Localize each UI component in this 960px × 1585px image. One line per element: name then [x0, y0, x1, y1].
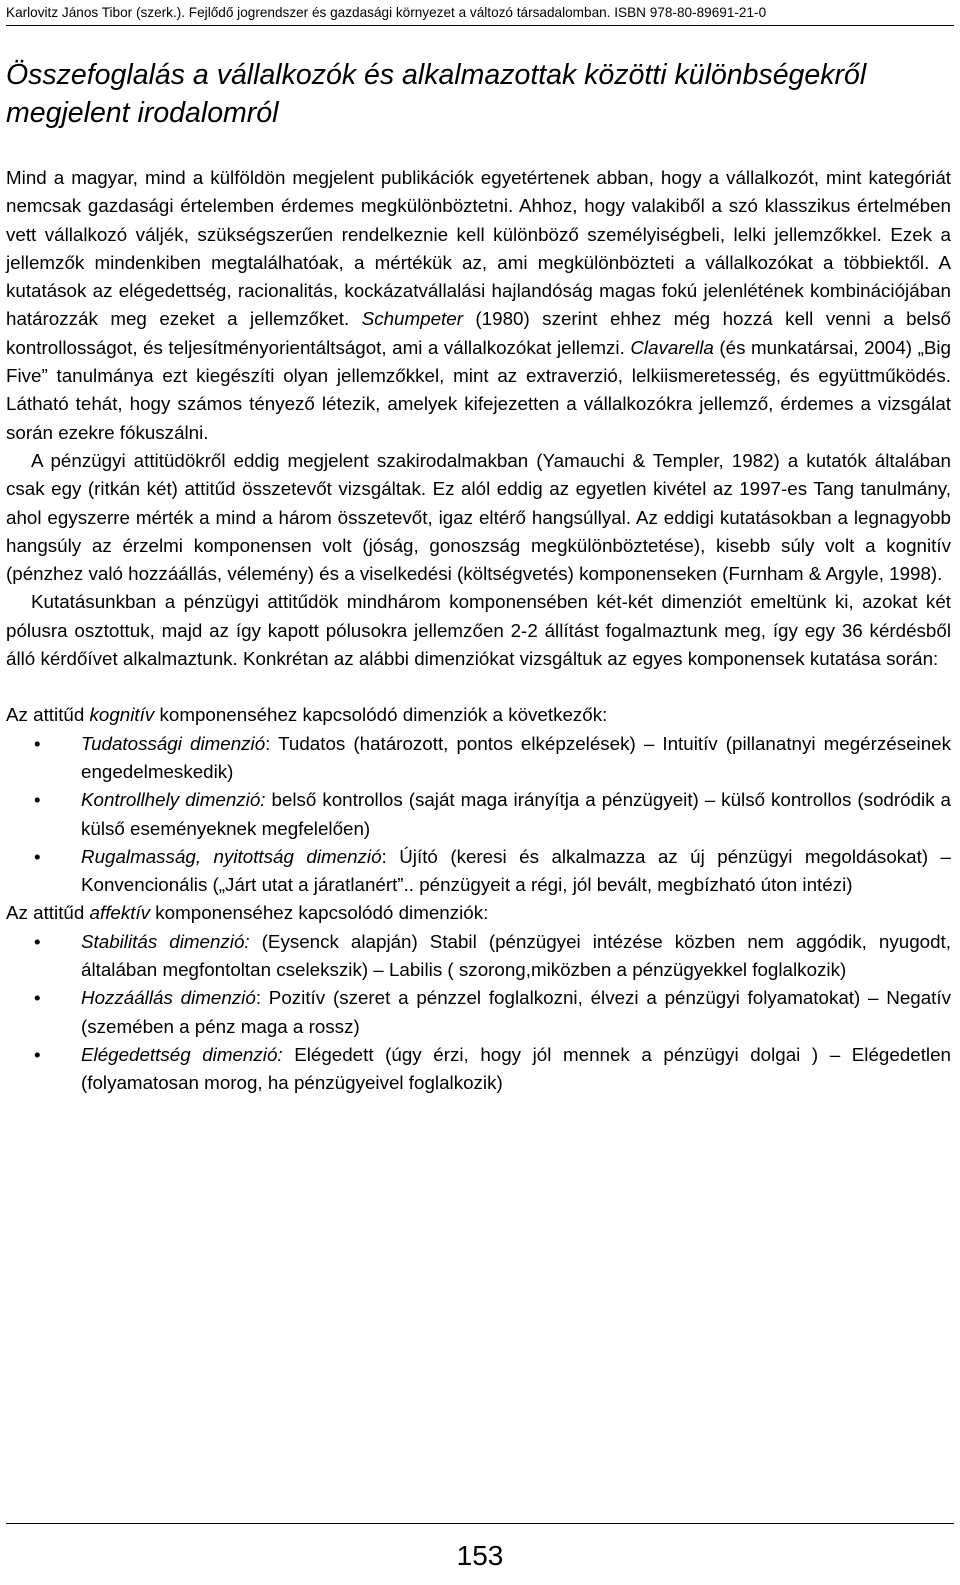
- dimension-text: belső kontrollos (saját maga irányítja a pénzügyeit) – külső kontrollos (sodródik a külső eseményeknek megfelelően): [81, 789, 952, 839]
- dimension-name: Elégedettség dimenzió:: [81, 1043, 283, 1065]
- cognitive-lead-post: komponenséhez kapcsolódó dimenziók a következők:: [154, 704, 608, 726]
- running-header: Karlovitz János Tibor (szerk.). Fejlődő jogrendszer és gazdasági környezet a változó társadalomban. ISBN 978-80-89691-21-0: [6, 5, 767, 20]
- paragraph-2: A pénzügyi attitüdökről eddig megjelent szakirodalmakban (Yamauchi & Templer, 1982) a kutatók általában csak egy (ritkán két) attitűd összetevőt vizsgáltak. Ez alól eddig az egyetlen kivétel az 1997-es Tang tanulmány, ahol egyszerre mérték a mind a három összetevőt, igaz eltérő hangsúllyal. Az eddigi kutatásokban a legnagyobb hangsúly az érzelmi komponensen volt (jóság, gonoszság megkülönböztetése), kisebb súly volt a kognitív (pénzhez való hozzáállás, vélemény) és a viselkedési (költségvetés) komponenseken (Furnham & Argyle, 1998).: [6, 449, 951, 585]
- dimension-text: Tudatos (határozott, pontos elképzelések) – Intuitív (pillanatnyi megérzéseinek engedelmeskedik): [81, 732, 951, 782]
- bullet-icon: •: [34, 845, 41, 867]
- paragraph-gap: [6, 673, 951, 701]
- author-schumpeter: Schumpeter: [361, 308, 463, 330]
- affective-dimension-list: [6, 928, 951, 1098]
- list-item: [6, 1041, 951, 1098]
- footer-rule: [6, 1523, 954, 1524]
- affective-lead-term: affektív: [89, 902, 151, 924]
- dimension-separator: :: [265, 732, 271, 754]
- dimension-name: Stabilitás dimenzió:: [81, 930, 250, 952]
- cognitive-lead-term: kognitív: [89, 704, 155, 726]
- section-title: Összefoglalás a vállalkozók és alkalmazottak közötti különbségekről megjelent irodalomról: [6, 59, 867, 129]
- cognitive-lead-pre: Az attitűd: [6, 704, 90, 726]
- bullet-icon: •: [34, 987, 41, 1009]
- page-number: 153: [456, 1540, 504, 1571]
- dimension-name: Rugalmasság, nyitottság dimenzió: [81, 845, 382, 867]
- dimension-text: Pozitív (szeret a pénzzel foglalkozni, élvezi a pénzügyi folyamatokat) – Negatív (szemében a pénz maga a rossz): [81, 987, 951, 1037]
- dimension-separator: :: [381, 845, 387, 867]
- affective-lead: [6, 899, 951, 927]
- cognitive-lead: [6, 701, 951, 729]
- list-item: [6, 984, 951, 1041]
- cognitive-dimension-list: [6, 730, 951, 900]
- dimension-text: Elégedett (úgy érzi, hogy jól mennek a pénzügyi dolgai ) – Elégedetlen (folyamatosan morog, ha pénzügyeivel foglalkozik): [81, 1043, 951, 1094]
- paragraph-1-part-1: Mind a magyar, mind a külföldön megjelent publikációk egyetértenek abban, hogy a vállalkozót, mint kategóriát nemcsak gazdasági értelemben érdemes megkülönböztetni. Ahhoz, hogy valakiből a szó klasszikus értelmében vett vállalkozó váljék, szükségszerűen rendelkeznie kell különböző személyiségbeli, lelki jellemzőkkel. Ezek a jellemzők mindenkiben megtalálhatóak, a mértékük az, ami megkülönbözteti a vállalkozókat a többiektől. A kutatások az elégedettség, racionalitás, kockázatvállalási hajlandóság magas fokú jelenlétének kombinációjában határozzák meg ezeket a jellemzőket.: [6, 167, 951, 330]
- paragraph-3: Kutatásunkban a pénzügyi attitűdök mindhárom komponensében két-két dimenziót emeltünk ki, azokat két pólusra osztottuk, majd az így kapott pólusokra jellemzően 2-2 állítást fogalmaztunk meg, így egy 36 kérdésből álló kérdőívet alkalmaztunk. Konkrétan az alábbi dimenziókat vizsgáltuk az egyes komponensek kutatása során:: [6, 591, 951, 670]
- bullet-icon: •: [34, 789, 41, 811]
- dimension-name: Kontrollhely dimenzió:: [81, 789, 266, 811]
- author-clavarella: Clavarella: [630, 336, 714, 358]
- paragraph-1-part-3: (és munkatársai, 2004) „Big Five” tanulmánya ezt kiegészíti olyan jellemzőkkel, mint az extraverzió, lelkiismeretesség, és együttműködés. Látható tehát, hogy számos tényező létezik, amelyek kifejezetten a vállalkozókra jellemző, érdemes a vizsgálat során ezekre fókuszálni.: [6, 336, 951, 443]
- list-item: [6, 730, 951, 787]
- dimension-name: Tudatossági dimenzió: [81, 732, 266, 754]
- body-text: [6, 164, 951, 1098]
- paragraph-1-part-2: (1980) szerint ehhez még hozzá kell venni a belső kontrollosságot, és teljesítményorientáltságot, ami a vállalkozókat jellemzi.: [6, 308, 951, 358]
- dimension-text: (Eysenck alapján) Stabil (pénzügyei intézése közben nem aggódik, nyugodt, általában megfontoltan cselekszik) – Labilis ( szorong,miközben a pénzügyekkel foglalkozik): [81, 930, 951, 981]
- list-item: [6, 928, 951, 985]
- list-item: [6, 786, 951, 843]
- list-item: [6, 843, 951, 900]
- dimension-name: Hozzáállás dimenzió: [81, 987, 256, 1009]
- dimension-text: Újító (keresi és alkalmazza az új pénzügyi megoldásokat) – Konvencionális („Járt utat a járatlanért”.. pénzügyeit a régi, jól bevált, megbízható úton intézi): [81, 845, 951, 896]
- dimension-separator: :: [255, 987, 262, 1009]
- paragraph-1: [6, 164, 951, 447]
- bullet-icon: •: [34, 1043, 41, 1065]
- affective-lead-pre: Az attitűd: [6, 902, 90, 924]
- affective-lead-post: komponenséhez kapcsolódó dimenziók:: [150, 902, 489, 924]
- bullet-icon: •: [34, 930, 41, 952]
- bullet-icon: •: [34, 732, 41, 754]
- header-rule: [6, 25, 954, 26]
